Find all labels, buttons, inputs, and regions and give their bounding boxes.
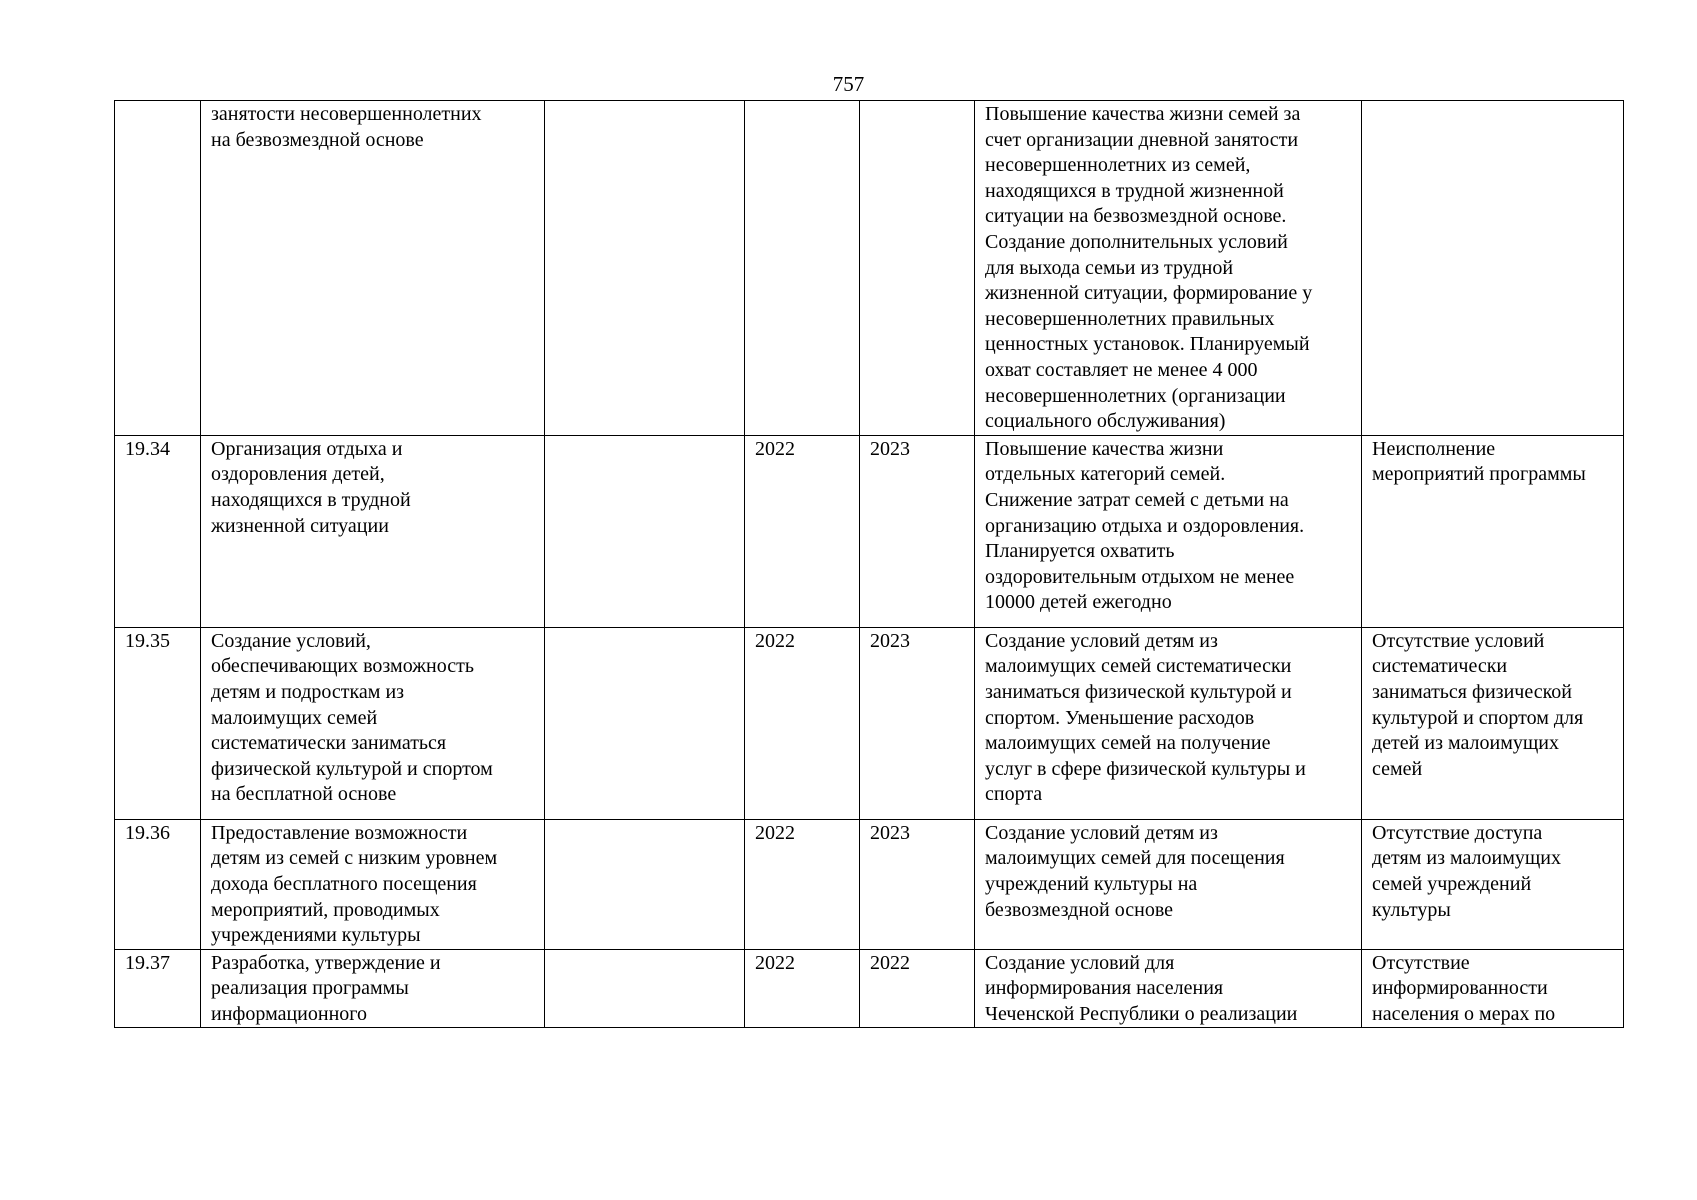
cell-expected-result: Создание условий детям из малоимущих семей для посещения учреждений культуры на безвозмездной основе [975, 819, 1362, 949]
table-row [115, 949, 1624, 1028]
cell-number: 19.35 [115, 627, 201, 819]
cell-end-year [860, 101, 975, 436]
cell-measure: Предоставление возможности детям из семей с низким уровнем дохода бесплатного посещения мероприятий, проводимых учреждениями культуры [201, 819, 545, 949]
page-number: 757 [832, 72, 865, 96]
cell-end-year: 2023 [860, 627, 975, 819]
cell-measure: Разработка, утверждение и реализация программы информационного [201, 949, 545, 1028]
cell-expected-result: Создание условий детям из малоимущих семей систематически заниматься физической культурой и спортом. Уменьшение расходов малоимущих семей на получение услуг в сфере физической культуры и спорта [975, 627, 1362, 819]
measures-table [114, 100, 1624, 1028]
cell-executor [545, 949, 745, 1028]
cell-executor [545, 435, 745, 627]
cell-executor [545, 819, 745, 949]
cell-measure: Организация отдыха и оздоровления детей, находящихся в трудной жизненной ситуации [201, 435, 545, 627]
cell-start-year: 2022 [745, 819, 860, 949]
table-row [115, 819, 1624, 949]
cell-number [115, 101, 201, 436]
cell-end-year: 2023 [860, 819, 975, 949]
cell-consequence: Неисполнение мероприятий программы [1362, 435, 1624, 627]
cell-consequence [1362, 101, 1624, 436]
cell-number: 19.37 [115, 949, 201, 1028]
cell-expected-result: Создание условий для информирования населения Чеченской Республики о реализации [975, 949, 1362, 1028]
cell-consequence: Отсутствие информированности населения о мерах по [1362, 949, 1624, 1028]
cell-measure: Создание условий, обеспечивающих возможность детям и подросткам из малоимущих семей систематически заниматься физической культурой и спортом на бесплатной основе [201, 627, 545, 819]
cell-start-year [745, 101, 860, 436]
cell-end-year: 2022 [860, 949, 975, 1028]
cell-expected-result: Повышение качества жизни отдельных категорий семей. Снижение затрат семей с детьми на организацию отдыха и оздоровления. Планируется охватить оздоровительным отдыхом не менее 10000 детей ежегодно [975, 435, 1362, 627]
cell-consequence: Отсутствие условий систематически заниматься физической культурой и спортом для детей из малоимущих семей [1362, 627, 1624, 819]
cell-number: 19.36 [115, 819, 201, 949]
table-row [115, 435, 1624, 627]
cell-executor [545, 627, 745, 819]
cell-consequence: Отсутствие доступа детям из малоимущих семей учреждений культуры [1362, 819, 1624, 949]
table-row [115, 101, 1624, 436]
cell-start-year: 2022 [745, 949, 860, 1028]
cell-end-year: 2023 [860, 435, 975, 627]
cell-start-year: 2022 [745, 627, 860, 819]
cell-expected-result: Повышение качества жизни семей за счет организации дневной занятости несовершеннолетних из семей, находящихся в трудной жизненной ситуации на безвозмездной основе. Создание дополнительных условий для выхода семьи из трудной жизненной ситуации, формирование у несовершеннолетних правильных ценностных установок. Планируемый охват составляет не менее 4 000 несовершеннолетних (организации социального обслуживания) [975, 101, 1362, 436]
cell-executor [545, 101, 745, 436]
table-row [115, 627, 1624, 819]
cell-measure: занятости несовершеннолетних на безвозмездной основе [201, 101, 545, 436]
cell-number: 19.34 [115, 435, 201, 627]
cell-start-year: 2022 [745, 435, 860, 627]
